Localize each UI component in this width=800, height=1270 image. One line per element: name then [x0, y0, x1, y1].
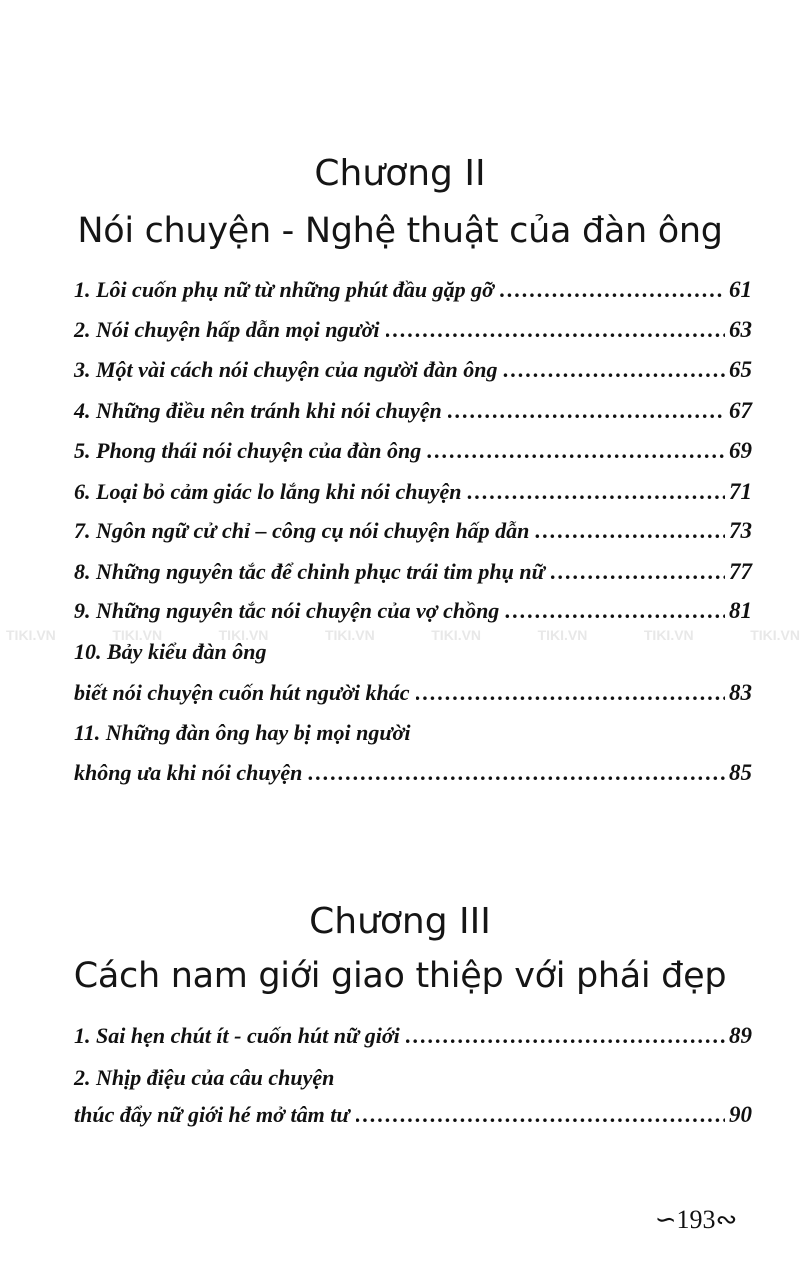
chapter-3-heading: Chương III [309, 901, 491, 942]
watermark-text: TIKI.VN [324, 627, 375, 643]
toc-page-number: 71 [729, 479, 752, 504]
toc-entry-text: 7. Ngôn ngữ cử chỉ – công cụ nói chuyện hấp dẫn [74, 518, 530, 543]
dot-leader [535, 516, 725, 546]
watermark-text: TIKI.VN [643, 627, 694, 643]
toc-entry[interactable] [74, 1100, 752, 1130]
toc-entry-text: 2. Nhịp điệu của câu chuyện [74, 1065, 335, 1090]
toc-entry-text: 1. Sai hẹn chút ít - cuốn hút nữ giới [74, 1023, 400, 1048]
toc-entry-text: 9. Những nguyên tắc nói chuyện của vợ chồng [74, 598, 500, 623]
toc-entry[interactable] [74, 436, 752, 466]
dot-leader [467, 477, 725, 507]
toc-entry[interactable] [74, 315, 752, 345]
toc-page-number: 65 [729, 357, 752, 382]
chapter-2-title: Nói chuyện - Nghệ thuật của đàn ông [77, 211, 723, 251]
toc-entry-text: 8. Những nguyên tắc để chinh phục trái tim phụ nữ [74, 559, 545, 584]
toc-page-number: 77 [729, 559, 752, 584]
toc-page-number: 61 [729, 277, 752, 302]
toc-entry[interactable] [74, 516, 752, 546]
watermark-text: TIKI.VN [750, 627, 800, 643]
dot-leader [308, 758, 725, 788]
toc-entry-text: 11. Những đàn ông hay bị mọi người [74, 720, 411, 745]
watermark-text: TIKI.VN [431, 627, 482, 643]
dot-leader [406, 1021, 725, 1051]
toc-entry-text: không ưa khi nói chuyện [74, 760, 303, 785]
toc-entry-text: 3. Một vài cách nói chuyện của người đàn ông [74, 357, 498, 382]
dot-leader [448, 396, 725, 426]
toc-page-number: 90 [729, 1102, 752, 1127]
chapter-3-title: Cách nam giới giao thiệp với phái đẹp [73, 956, 727, 996]
toc-entry-first-line[interactable] [74, 718, 410, 748]
toc-entry[interactable] [74, 1021, 752, 1051]
toc-entry[interactable] [74, 678, 752, 708]
toc-entry-text: 4. Những điều nên tránh khi nói chuyện [74, 398, 442, 423]
dot-leader [386, 315, 725, 345]
toc-entry[interactable] [74, 557, 752, 587]
toc-page-number: 85 [729, 760, 752, 785]
dot-leader [416, 678, 726, 708]
toc-entry-text: 5. Phong thái nói chuyện của đàn ông [74, 438, 422, 463]
watermark-text: TIKI.VN [218, 627, 269, 643]
toc-entry[interactable] [74, 596, 752, 626]
toc-entry-text: 6. Loại bỏ cảm giác lo lắng khi nói chuyện [74, 479, 462, 504]
toc-entry-text: 10. Bảy kiểu đàn ông [74, 639, 267, 664]
toc-page-number: 67 [729, 398, 752, 423]
toc-entry-text: biết nói chuyện cuốn hút người khác [74, 680, 410, 705]
dot-leader [356, 1100, 726, 1130]
watermark-text: TIKI.VN [6, 627, 56, 643]
dot-leader [500, 275, 725, 305]
toc-page-number: 83 [729, 680, 752, 705]
watermark-text: TIKI.VN [112, 627, 163, 643]
toc-entry[interactable] [74, 396, 752, 426]
toc-page-number: 63 [729, 317, 752, 342]
page-number: ∽193∾ [654, 1205, 738, 1234]
toc-entry-first-line[interactable] [74, 637, 267, 667]
toc-entry-text: thúc đẩy nữ giới hé mở tâm tư [74, 1102, 350, 1127]
watermark-text: TIKI.VN [537, 627, 588, 643]
toc-entry-text: 1. Lôi cuốn phụ nữ từ những phút đầu gặp gỡ [74, 277, 494, 302]
toc-page-number: 69 [729, 438, 752, 463]
toc-entry[interactable] [74, 355, 752, 385]
toc-entry-text: 2. Nói chuyện hấp dẫn mọi người [74, 317, 380, 342]
toc-page-number: 73 [729, 518, 752, 543]
toc-entry[interactable] [74, 758, 752, 788]
toc-entry-first-line[interactable] [74, 1063, 334, 1093]
dot-leader [551, 557, 725, 587]
toc-page-number: 81 [729, 598, 752, 623]
toc-entry[interactable] [74, 275, 752, 305]
toc-entry[interactable] [74, 477, 752, 507]
chapter-2-heading: Chương II [314, 153, 486, 194]
toc-page-number: 89 [729, 1023, 752, 1048]
dot-leader [427, 436, 725, 466]
dot-leader [505, 596, 725, 626]
dot-leader [503, 355, 725, 385]
